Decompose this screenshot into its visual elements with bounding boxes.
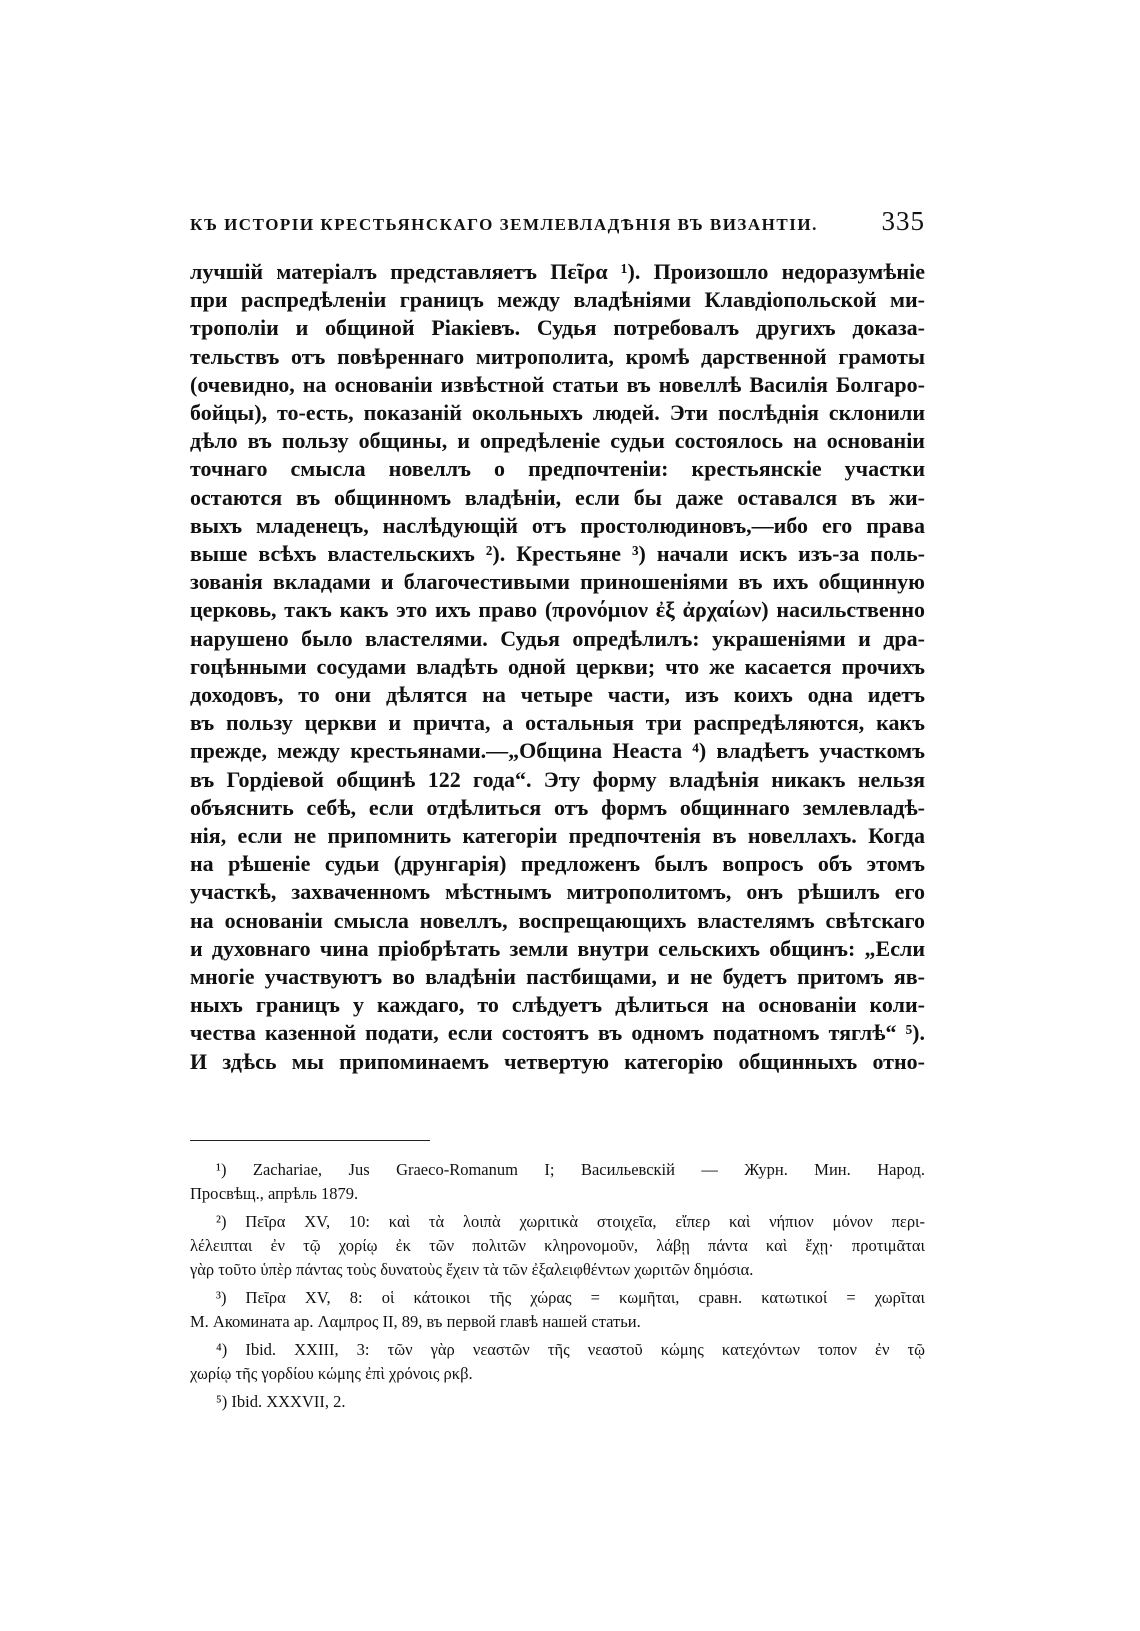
footnote-line: ²) Πεῖρα XV, 10: καὶ τὰ λοιπὰ χωριτικὰ στοιχεῖα, εἴπερ καὶ νήπιον μόνον περι- bbox=[216, 1212, 925, 1231]
footnote-line: Просвѣщ., апрѣль 1879. bbox=[190, 1184, 359, 1203]
text-line: точнаго смысла новеллъ о предпочтеніи: крестьянскіе участки bbox=[190, 456, 925, 482]
text-line: на рѣшеніе судьи (друнгарія) предложенъ былъ вопросъ объ этомъ bbox=[190, 851, 925, 877]
text-line: зованія вкладами и благочестивыми приношеніями въ ихъ общинную bbox=[190, 569, 925, 595]
text-line: доходовъ, то они дѣлятся на четыре части, изъ коихъ одна идетъ bbox=[190, 682, 925, 708]
text-line: тельствъ отъ повѣреннаго митрополита, кромѣ дарственной грамоты bbox=[190, 343, 925, 369]
footnote-line: ¹) Zachariae, Jus Graeco-Romanum I; Васильевскій — Журн. Мин. Народ. bbox=[216, 1160, 925, 1179]
footnote-5 bbox=[190, 1390, 925, 1414]
footnote-divider bbox=[190, 1140, 430, 1141]
text-line: лучшій матеріалъ представляетъ Πεῖρα ¹). Произошло недоразумѣніе bbox=[190, 259, 925, 284]
footnote-line: χωρίῳ τῆς γορδίου κώμης ἐπὶ χρόνοις ρκβ. bbox=[190, 1364, 473, 1383]
text-line: многіе участвуютъ во владѣніи пастбищами, и не будетъ притомъ яв- bbox=[190, 964, 925, 990]
text-line: дѣло въ пользу общины, и опредѣленіе судьи состоялось на основаніи bbox=[190, 428, 925, 454]
text-line: нарушено было властелями. Судья опредѣлилъ: украшеніями и дра- bbox=[190, 625, 925, 651]
text-line: на основаніи смысла новеллъ, воспрещающихъ властелямъ свѣтскаго bbox=[190, 907, 925, 933]
footnote-line: ³) Πεῖρα XV, 8: οἱ κάτοικοι τῆς χώρας = κωμῆται, сравн. κατωτικοί = χωρῖται bbox=[216, 1288, 925, 1307]
main-text bbox=[190, 258, 925, 1076]
text-line: трополіи и общиной Ріакіевъ. Судья потребовалъ другихъ доказа- bbox=[190, 315, 925, 341]
footnote-3 bbox=[190, 1286, 925, 1334]
text-line: И здѣсь мы припоминаемъ четвертую категорію общинныхъ отно- bbox=[190, 1048, 925, 1074]
footnote-line: ⁴) Ibid. XXIII, 3: τῶν γὰρ νεαστῶν τῆς νεαστοῦ κώμης κατεχόντων τοπον ἐν τῷ bbox=[216, 1340, 925, 1359]
text-line: въ Гордіевой общинѣ 122 года“. Эту форму владѣнія никакъ нельзя bbox=[190, 766, 925, 792]
footnote-1 bbox=[190, 1158, 925, 1206]
text-line: и духовнаго чина пріобрѣтать земли внутри сельскихъ общинъ: „Если bbox=[190, 935, 925, 961]
footnote-line: γὰρ τοῦτο ὑπὲρ πάντας τοὺς δυνατοὺς ἔχειν τὰ τῶν ἐξαλειφθέντων χωριτῶν δημόσια. bbox=[190, 1260, 754, 1279]
text-line: бойцы), то-есть, показаній окольныхъ людей. Эти послѣднія склонили bbox=[190, 400, 925, 426]
text-line: нія, если не припомнить категоріи предпочтенія въ новеллахъ. Когда bbox=[190, 823, 925, 849]
text-line: чества казенной подати, если состоятъ въ одномъ податномъ тяглѣ“ ⁵). bbox=[190, 1020, 925, 1046]
footnote-line: М. Акомината ар. Λαμπρος II, 89, въ первой главѣ нашей статьи. bbox=[190, 1312, 641, 1331]
text-line: церковь, такъ какъ это ихъ право (προνόμιον ἐξ ἀρχαίων) насильственно bbox=[190, 597, 925, 623]
text-line: выхъ младенецъ, наслѣдующій отъ простолюдиновъ,—ибо его права bbox=[190, 512, 925, 538]
text-line: (очевидно, на основаніи извѣстной статьи въ новеллѣ Василія Болгаро- bbox=[190, 371, 925, 397]
text-line: выше всѣхъ властельскихъ ²). Крестьяне ³) начали искъ изъ-за поль- bbox=[190, 541, 925, 567]
footnote-4 bbox=[190, 1338, 925, 1386]
running-title: КЪ ИСТОРІИ КРЕСТЬЯНСКАГО ЗЕМЛЕВЛАДѢНІЯ ВЪ ВИЗАНТІИ. bbox=[190, 215, 818, 234]
text-line: остаются въ общинномъ владѣніи, если бы даже оставался въ жи- bbox=[190, 484, 925, 510]
footnote-line: ⁵) Ibid. XXXVII, 2. bbox=[216, 1392, 346, 1411]
text-line: ныхъ границъ у каждаго, то слѣдуетъ дѣлиться на основаніи коли- bbox=[190, 992, 925, 1018]
text-line: гоцѣнными сосудами владѣть одной церкви; что же касается прочихъ bbox=[190, 653, 925, 679]
footnotes bbox=[190, 1158, 925, 1414]
footnote-2 bbox=[190, 1210, 925, 1282]
text-line: участкѣ, захваченномъ мѣстнымъ митрополитомъ, онъ рѣшилъ его bbox=[190, 879, 925, 905]
running-header bbox=[190, 206, 925, 237]
text-line: прежде, между крестьянами.—„Община Неаста ⁴) владѣетъ участкомъ bbox=[190, 738, 925, 764]
text-line: въ пользу церкви и причта, а остальныя три распредѣляются, какъ bbox=[190, 710, 925, 736]
page-number: 335 bbox=[881, 206, 925, 236]
text-line: при распредѣленіи границъ между владѣніями Клавдіопольской ми- bbox=[190, 287, 925, 313]
text-line: объяснить себѣ, если отдѣлиться отъ формъ общиннаго землевладѣ- bbox=[190, 794, 925, 820]
footnote-line: λέλειπται ἐν τῷ χορίῳ ἐκ τῶν πολιτῶν κληρονομοῦν, λάβῃ πάντα καὶ ἔχῃ· προτιμᾶται bbox=[190, 1236, 925, 1255]
